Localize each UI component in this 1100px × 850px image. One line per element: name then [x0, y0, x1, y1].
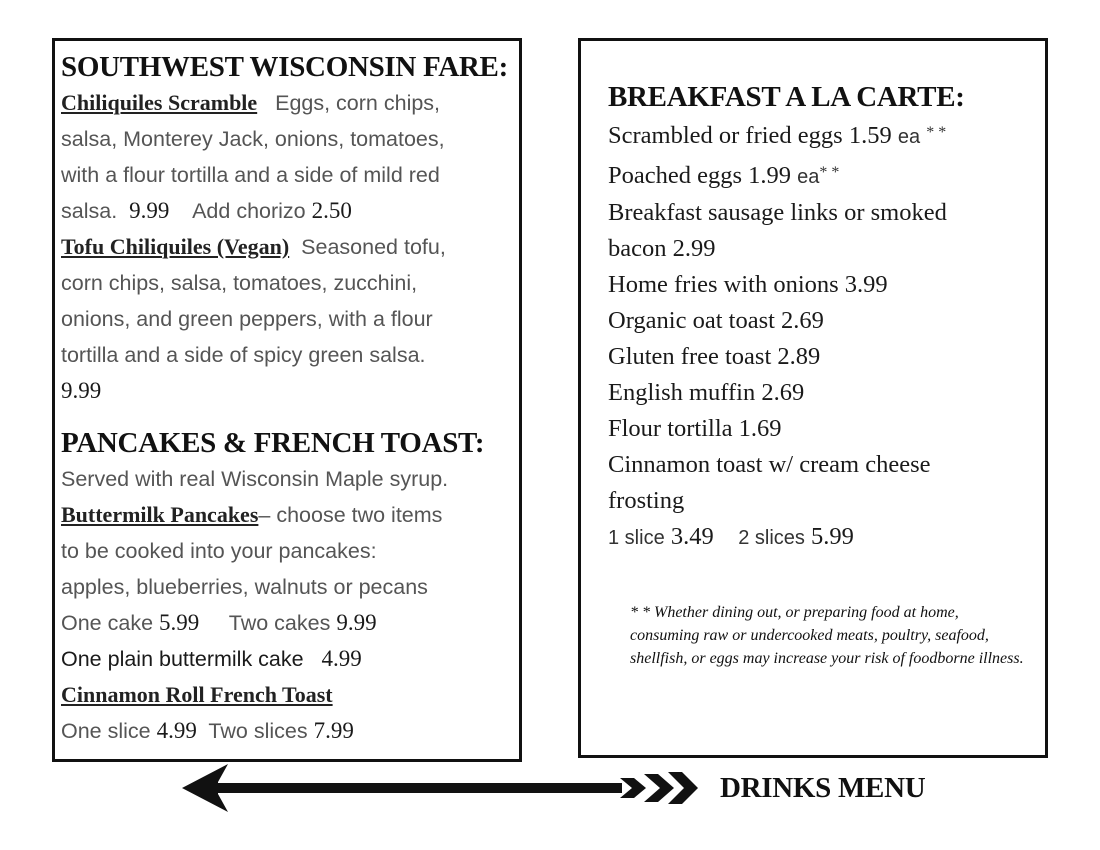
menu-item-tofu-chiliquiles	[61, 229, 513, 265]
item-unit: ea	[797, 166, 820, 188]
section-heading-pancakes: PANCAKES & FRENCH TOAST:	[61, 427, 485, 459]
price-label: 1 slice	[608, 527, 665, 549]
menu-item: Flour tortilla 1.69	[608, 415, 782, 442]
menu-item: frosting	[608, 487, 685, 514]
item-text: One plain buttermilk cake	[61, 647, 304, 671]
section-intro: Served with real Wisconsin Maple syrup.	[61, 467, 449, 491]
item-desc: – choose two items	[258, 503, 443, 527]
menu-item: Cinnamon toast w/ cream cheese	[608, 451, 931, 478]
addon-label: Add chorizo	[192, 199, 306, 223]
item-desc-line: with a flour tortilla and a side of mild red	[61, 163, 440, 187]
menu-item-plain-buttermilk-cake	[61, 641, 513, 677]
item-price: 5.99	[811, 523, 854, 550]
addon-price: 2.50	[311, 198, 352, 223]
menu-item: Home fries with onions 3.99	[608, 271, 888, 298]
menu-item-buttermilk-pancakes	[61, 497, 513, 533]
footnote-marker: * *	[819, 164, 840, 181]
item-name: Buttermilk Pancakes	[61, 502, 259, 527]
item-desc-line: apples, blueberries, walnuts or pecans	[61, 575, 428, 599]
item-price-line	[61, 713, 513, 749]
menu-item: English muffin 2.69	[608, 379, 805, 406]
price-label: One cake	[61, 611, 154, 635]
item-name: Chiliquiles Scramble	[61, 90, 258, 115]
item-desc: salsa.	[61, 199, 118, 223]
item-price: 9.99	[61, 378, 102, 403]
left-arrow-icon[interactable]	[182, 760, 702, 816]
section-heading-breakfast-a-la-carte: BREAKFAST A LA CARTE:	[608, 81, 965, 113]
item-price: 3.49	[670, 523, 714, 550]
menu-item	[608, 155, 1035, 195]
item-desc-line: tortilla and a side of spicy green salsa.	[61, 343, 426, 367]
menu-item: Organic oat toast 2.69	[608, 307, 824, 334]
item-name: Tofu Chiliquiles (Vegan)	[61, 234, 290, 259]
section-heading-southwest: SOUTHWEST WISCONSIN FARE:	[61, 51, 508, 83]
item-price: 9.99	[129, 198, 170, 223]
item-desc-line: to be cooked into your pancakes:	[61, 539, 377, 563]
item-price: 4.99	[321, 646, 362, 671]
item-desc-line: corn chips, salsa, tomatoes, zucchini,	[61, 271, 418, 295]
menu-item-cinnamon-roll-french-toast	[61, 677, 513, 713]
item-name: Cinnamon Roll French Toast	[61, 682, 333, 707]
menu-item	[608, 115, 1035, 155]
menu-item-chiliquiles-scramble	[61, 85, 513, 121]
price-label: Two slices	[208, 719, 308, 743]
item-price: 5.99	[159, 610, 200, 635]
price-label: Two cakes	[228, 611, 331, 635]
menu-item: bacon 2.99	[608, 235, 716, 262]
item-price: 4.99	[156, 718, 197, 743]
drinks-menu-link[interactable]: DRINKS MENU	[720, 772, 926, 804]
item-desc-line: onions, and green peppers, with a flour	[61, 307, 433, 331]
item-price-line	[61, 193, 513, 229]
item-price-line	[61, 605, 513, 641]
footnote-marker: * *	[926, 124, 947, 141]
item-text: Poached eggs 1.99	[608, 162, 792, 189]
item-text: Scrambled or fried eggs 1.59	[608, 122, 892, 149]
item-price: 7.99	[313, 718, 354, 743]
item-desc: Eggs, corn chips,	[275, 91, 441, 115]
menu-item-price-line	[608, 519, 1035, 556]
item-price: 9.99	[336, 610, 377, 635]
price-label: One slice	[61, 719, 151, 743]
item-unit: ea	[897, 126, 921, 148]
price-label: 2 slices	[738, 527, 805, 549]
menu-item: Breakfast sausage links or smoked	[608, 199, 947, 226]
left-menu-panel	[52, 38, 522, 762]
item-desc-line: salsa, Monterey Jack, onions, tomatoes,	[61, 127, 445, 151]
food-safety-disclaimer: * * Whether dining out, or preparing food at home, consuming raw or undercooked meats, poultry, seafood, shellfish, or eggs may increase your risk of foodborne illness.	[630, 604, 1024, 667]
menu-item: Gluten free toast 2.89	[608, 343, 821, 370]
item-desc: Seasoned tofu,	[301, 235, 446, 259]
